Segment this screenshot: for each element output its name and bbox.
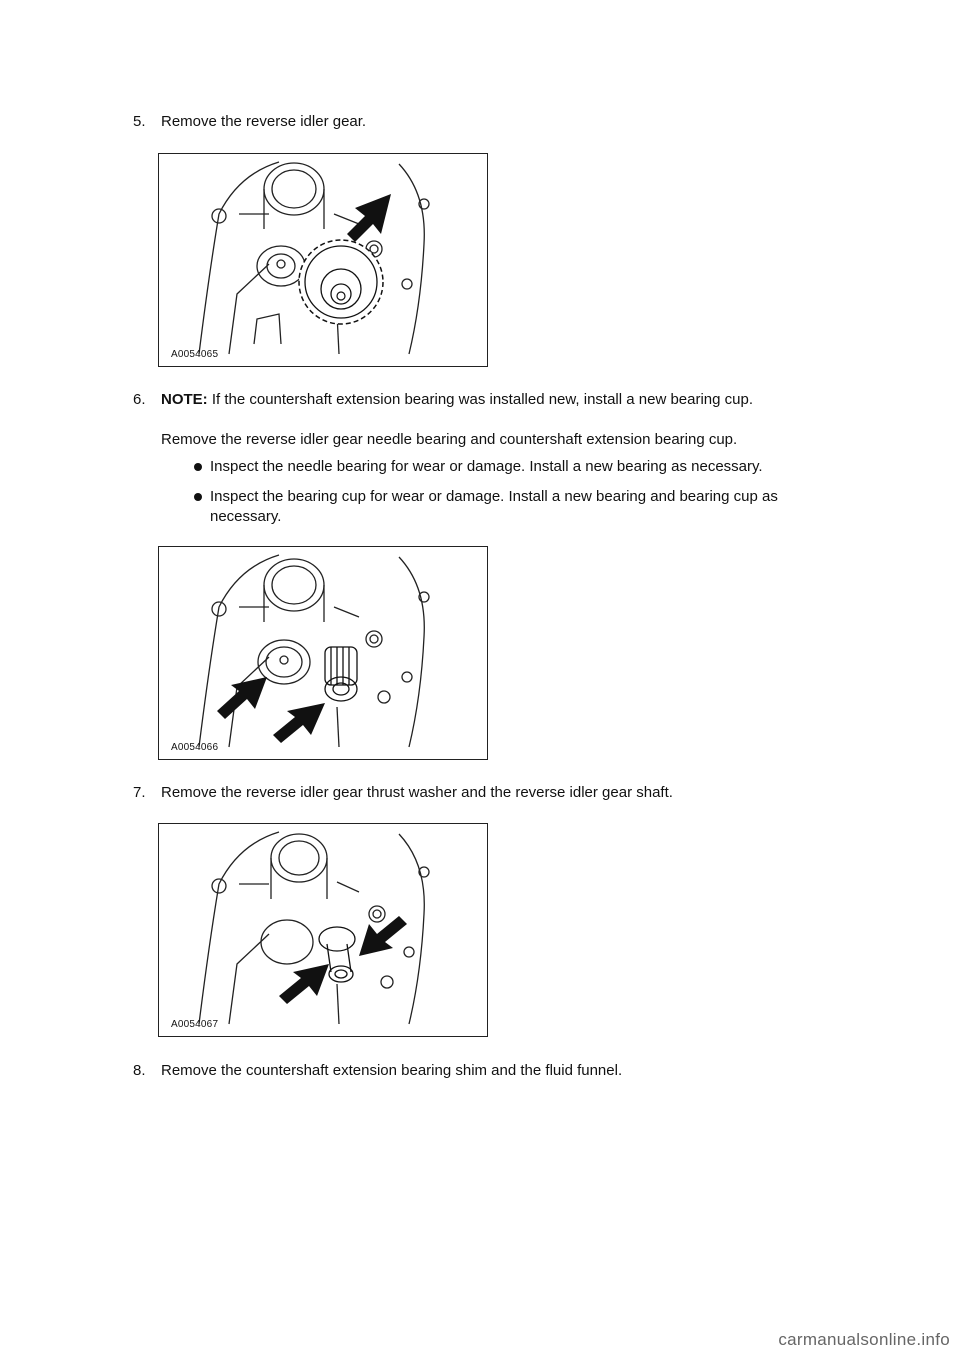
figure-illustration bbox=[159, 824, 487, 1036]
step-number: 8. bbox=[133, 1062, 146, 1079]
arrow-icon bbox=[279, 964, 329, 1004]
figure-code: A0054065 bbox=[171, 349, 219, 360]
arrow-icon bbox=[359, 916, 407, 956]
figure-needle-bearing bbox=[158, 546, 488, 760]
footer-watermark: carmanualsonline.info bbox=[778, 1330, 950, 1349]
figure-thrust-washer-shaft bbox=[158, 823, 488, 1037]
step-number: 5. bbox=[133, 113, 146, 130]
step-text: Remove the countershaft extension bearing shim and the fluid funnel. bbox=[161, 1062, 623, 1079]
step-number: 6. bbox=[133, 391, 146, 408]
figure-reverse-idler-gear bbox=[158, 153, 488, 367]
step-text: Remove the reverse idler gear. bbox=[161, 113, 367, 130]
figure-illustration bbox=[159, 154, 487, 366]
figure-code: A0054067 bbox=[171, 1019, 219, 1030]
arrow-icon bbox=[347, 194, 391, 242]
note-label: NOTE: bbox=[161, 391, 208, 408]
bullet-icon bbox=[194, 463, 202, 471]
gear-drawing bbox=[299, 240, 383, 324]
step-text: Remove the reverse idler gear thrust washer and the reverse idler gear shaft. bbox=[161, 784, 673, 801]
figure-code: A0054066 bbox=[171, 742, 219, 753]
note-text: If the countershaft extension bearing was installed new, install a new bearing cup. bbox=[207, 391, 754, 408]
bullet-icon bbox=[194, 493, 202, 501]
step-6-body: Remove the reverse idler gear needle bearing and countershaft extension bearing cup. bbox=[161, 431, 738, 448]
needle-bearing-drawing bbox=[325, 647, 357, 701]
figure-illustration bbox=[159, 547, 487, 759]
step-number: 7. bbox=[133, 784, 146, 801]
arrow-icon bbox=[273, 703, 325, 743]
arrow-icon bbox=[217, 677, 267, 719]
